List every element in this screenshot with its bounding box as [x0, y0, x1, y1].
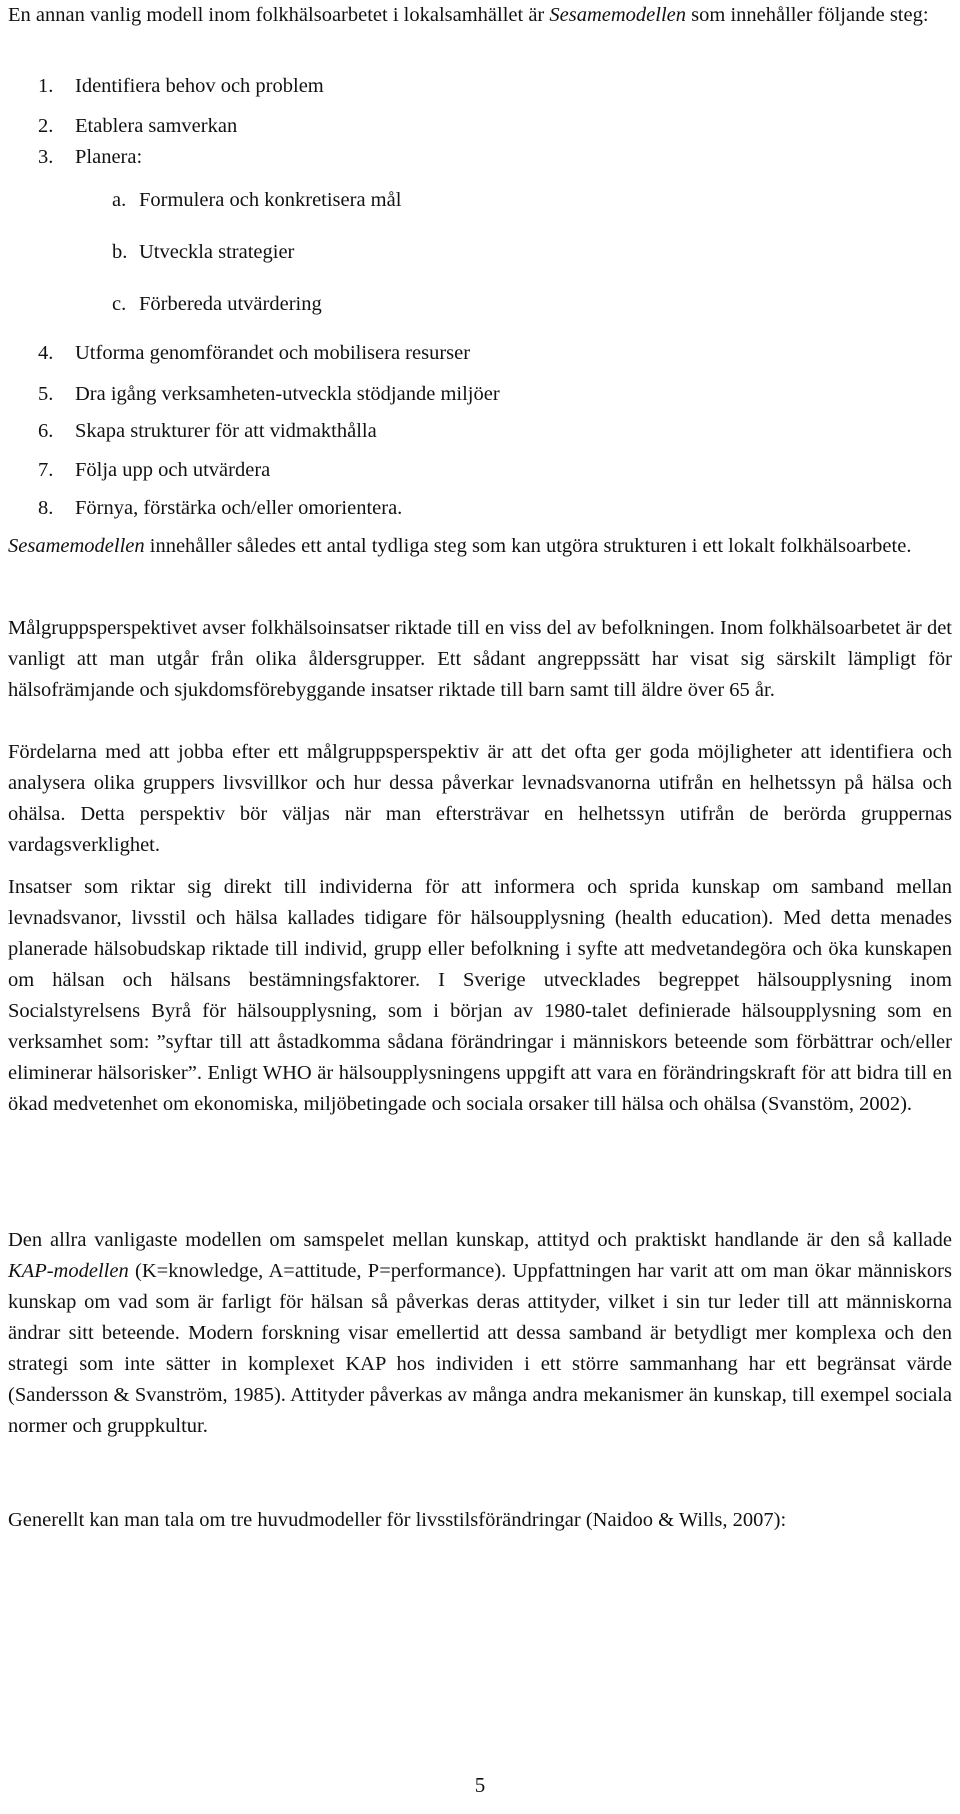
list-item: 7. Följa upp och utvärdera: [38, 459, 271, 481]
list-item: 4. Utforma genomförandet och mobilisera resurser: [38, 342, 471, 364]
page-number: 5: [474, 1773, 486, 1797]
kap-term: KAP-modellen: [8, 1260, 129, 1282]
list-item: 3. Planera:: [38, 146, 143, 168]
sesame-term: Sesamemodellen: [549, 4, 687, 26]
health-education-paragraph: Insatser som riktar sig direkt till individerna för att informera och sprida kunskap om samband mellan levnadsvanor, livsstil och hälsa kallades tidigare för hälsoupplysning (health education). Med detta menades planerade hälsobudskap riktade till individ, grupp eller befolkning i syfte att medvetandegöra och öka kunskapen om hälsan och hälsans bestämningsfaktorer. I Sverige utvecklades begreppet hälsoupplysning inom Socialstyrelsens Byrå för hälsoupplysning, som i början av 1980-talet definierade hälsoupplysning som en verksamhet som: ”syftar till att åstadkomma sådana förändringar i människors beteende som förbättrar och/eller eliminerar hälsorisker”. Enligt WHO är hälsoupplysningens uppgift att vara en förändringskraft för att bidra till en ökad medvetenhet om ekonomiska, miljöbetingade och sociala orsaker till hälsa och ohälsa (Svanstöm, 2002).: [8, 876, 952, 1115]
kap-model-paragraph: Den allra vanligaste modellen om samspelet mellan kunskap, attityd och praktiskt handlande är den så kallade KAP-modellen (K=knowledge, A=attitude, P=performance). Uppfattningen har varit att om man ökar människors kunskap om vad som är farligt för hälsan så påverkas deras attityder, vilket i sin tur leder till att människorna ändrar sitt beteende. Modern forskning visar emellertid att dessa samband är betydligt mer komplexa och den strategi som inte sätter in komplexet KAP hos individen i ett större sammanhang har ett begränsat värde (Sandersson & Svanström, 1985). Attityder påverkas av många andra mekanismer än kunskap, till exempel sociala normer och gruppkultur.: [8, 1229, 952, 1437]
advantages-paragraph: Fördelarna med att jobba efter ett målgruppsperspektiv är att det ofta ger goda möjligheter att identifiera och analysera olika gruppers livsvillkor och hur dessa påverkar levnadsvanorna utifrån en helhetssyn på hälsa och ohälsa. Detta perspektiv bör väljas när man eftersträvar en helhetssyn utifrån de berörda gruppernas vardagsverklighet.: [8, 741, 952, 856]
intro-paragraph: En annan vanlig modell inom folkhälsoarbetet i lokalsamhället är Sesamemodellen som innehåller följande steg:: [8, 4, 929, 26]
list-item: 2. Etablera samverkan: [38, 115, 238, 137]
list-item: 1. Identifiera behov och problem: [38, 75, 324, 97]
list-item: 8. Förnya, förstärka och/eller omorientera.: [38, 497, 403, 519]
sublist-item: a. Formulera och konkretisera mål: [112, 189, 402, 211]
list-item: 5. Dra igång verksamheten-utveckla stödjande miljöer: [38, 383, 500, 405]
summary-paragraph: Sesamemodellen innehåller således ett antal tydliga steg som kan utgöra strukturen i ett lokalt folkhälsoarbete.: [8, 535, 912, 557]
sublist-item: b. Utveckla strategier: [112, 241, 295, 263]
list-item: 6. Skapa strukturer för att vidmakthålla: [38, 420, 377, 442]
lifestyle-models-paragraph: Generellt kan man tala om tre huvudmodeller för livsstilsförändringar (Naidoo & Wills, 2007):: [8, 1509, 787, 1531]
sesame-term: Sesamemodellen: [8, 535, 145, 557]
sublist-item: c. Förbereda utvärdering: [112, 293, 322, 315]
target-group-paragraph: Målgruppsperspektivet avser folkhälsoinsatser riktade till en viss del av befolkningen. Inom folkhälsoarbetet är det vanligt att man utgår från olika åldersgrupper. Ett sådant angreppssätt har visat sig särskilt lämpligt för hälsofrämjande och sjukdomsförebyggande insatser riktade till barn samt till äldre över 65 år.: [8, 617, 952, 701]
